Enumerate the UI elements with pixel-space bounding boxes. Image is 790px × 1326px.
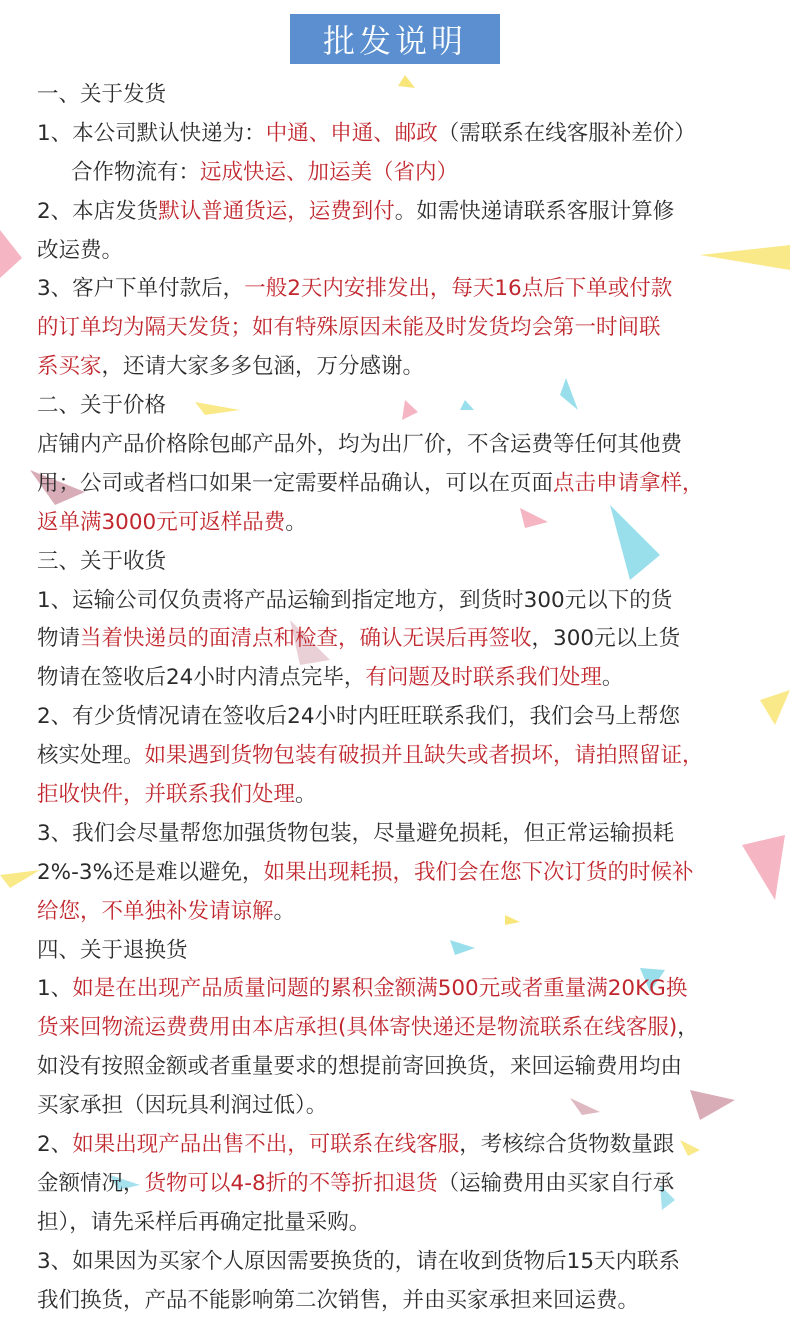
page-title: 批发说明 [290, 14, 500, 64]
body-text: 。 [285, 509, 307, 535]
body-text: 改运费。 [37, 237, 124, 263]
highlight-text: 远成快运、加运美（省内） [200, 159, 459, 185]
text-line [37, 1282, 782, 1321]
highlight-text: 如是在出现产品质量问题的累积金额满500元或者重量满20KG换 [72, 976, 688, 1002]
highlight-text: 点击申请拿样， [553, 470, 704, 496]
text-line [37, 854, 782, 893]
body-text: 2、 [37, 1132, 73, 1158]
text-line [37, 970, 782, 1009]
highlight-text: 如果出现耗损，我们会在您下次订货的时候补 [263, 859, 694, 885]
body-text: ，300元以上货 [531, 626, 681, 652]
body-text: 3、如果因为买家个人原因需要换货的，请在收到货物后15天内联系 [37, 1248, 681, 1274]
text-line [37, 232, 782, 271]
body-text: 2、有少货情况请在签收后24小时内旺旺联系我们，我们会马上帮您 [37, 704, 681, 730]
text-line [37, 893, 782, 932]
highlight-text: 如果出现产品出售不出，可联系在线客服 [72, 1132, 460, 1158]
text-line [37, 582, 782, 621]
section-heading [37, 76, 782, 115]
body-text: 物请在签收后24小时内清点完毕， [37, 665, 366, 691]
highlight-text: 中通、申通、邮政 [265, 120, 438, 146]
text-line [37, 1126, 782, 1165]
highlight-text: 给您，不单独补发请谅解 [37, 898, 274, 924]
highlight-text: 返单满3000元可返样品费 [37, 509, 286, 535]
body-text: 1、 [37, 976, 73, 1002]
body-text: 物请 [37, 626, 81, 652]
body-text: 三、关于收货 [37, 548, 167, 574]
body-text: 如没有按照金额或者重量要求的想提前寄回换货，来回运输费用均由 [37, 1054, 683, 1080]
text-line [37, 1048, 782, 1087]
body-text: 2%-3%还是难以避免， [37, 859, 264, 885]
text-line [37, 154, 782, 193]
body-text: 。 [601, 665, 624, 691]
body-text: （需联系在线客服补差价） [437, 120, 696, 146]
body-text: 合作物流有： [71, 159, 201, 185]
text-line [37, 737, 782, 776]
body-text: 店铺内产品价格除包邮产品外，均为出厂价，不含运费等任何其他费 [37, 432, 683, 458]
highlight-text: 的订单均为隔天发货；如有特殊原因未能及时发货均会第一时间联 [37, 315, 661, 341]
body-text: ，还请大家多多包涵，万分感谢。 [101, 354, 425, 380]
body-text: 。如需快递请联系客服计算修 [394, 198, 675, 224]
body-text: 。 [273, 898, 296, 924]
body-text: 1、本公司默认快递为： [37, 120, 266, 146]
body-text: ， [677, 1015, 699, 1041]
highlight-text: 货物可以4-8折的不等折扣退货 [144, 1170, 438, 1196]
highlight-text: 有问题及时联系我们处理 [365, 665, 602, 691]
text-line [37, 620, 782, 659]
body-text: 3、我们会尽量帮您加强货物包装，尽量避免损耗，但正常运输损耗 [37, 820, 675, 846]
body-text: ，考核综合货物数量跟 [459, 1132, 675, 1158]
text-line [37, 659, 782, 698]
body-text: 核实处理。 [37, 743, 145, 769]
highlight-text: 如果遇到货物包装有破损并且缺失或者损坏，请拍照留证， [144, 743, 704, 769]
body-text: 。 [295, 782, 317, 808]
highlight-text: 当着快递员的面清点和检查，确认无误后再签收 [80, 626, 532, 652]
highlight-text: 默认普通货运，运费到付 [158, 198, 395, 224]
highlight-text: 拒收快件，并联系我们处理 [37, 782, 296, 808]
body-text: （运输费用由买家自行承 [437, 1170, 675, 1196]
text-line [37, 193, 782, 232]
text-line [37, 1009, 782, 1048]
text-line [37, 465, 782, 504]
highlight-text: 系买家 [37, 354, 102, 380]
section-heading [37, 932, 782, 971]
body-text: 担），请先采样后再确定批量采购。 [37, 1209, 371, 1235]
text-line [37, 698, 782, 737]
text-line [37, 348, 782, 387]
body-text: 我们换货，产品不能影响第二次销售，并由买家承担来回运费。 [37, 1287, 640, 1313]
text-line [37, 1204, 782, 1243]
text-line [37, 1087, 782, 1126]
body-text: 1、运输公司仅负责将产品运输到指定地方，到货时300元以下的货 [37, 587, 673, 613]
text-line [37, 426, 782, 465]
text-line [37, 815, 782, 854]
section-heading [37, 387, 782, 426]
body-text: 2、本店发货 [37, 198, 159, 224]
body-text: 3、客户下单付款后， [37, 276, 245, 302]
body-text: 二、关于价格 [37, 393, 167, 419]
text-line [37, 309, 782, 348]
body-text: 用；公司或者档口如果一定需要样品确认，可以在页面 [37, 470, 554, 496]
section-heading [37, 543, 782, 582]
body-text: 买家承担（因玩具利润过低）。 [37, 1093, 328, 1119]
body-text: 金额情况， [37, 1170, 145, 1196]
highlight-text: 一般2天内安排发出，每天16点后下单或付款 [244, 276, 673, 302]
text-line [37, 1243, 782, 1282]
highlight-text: 货来回物流运费费用由本店承担(具体寄快递还是物流联系在线客服) [37, 1015, 678, 1041]
wholesale-instructions [37, 76, 782, 1321]
body-text: 四、关于退换货 [37, 937, 188, 963]
text-line [37, 776, 782, 815]
body-text: 一、关于发货 [37, 82, 167, 107]
text-line [37, 115, 782, 154]
text-line [37, 504, 782, 543]
text-line [37, 270, 782, 309]
text-line [37, 1165, 782, 1204]
